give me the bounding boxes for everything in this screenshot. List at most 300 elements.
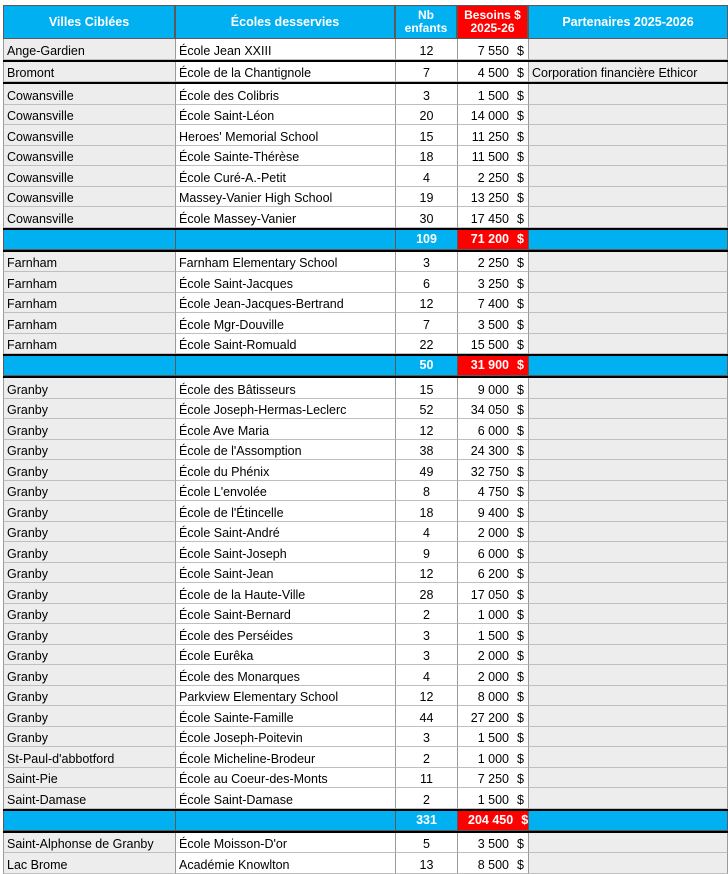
besoins-cell[interactable] — [457, 583, 528, 604]
besoins-amount: 8 500 — [477, 857, 509, 872]
table-row — [3, 334, 728, 355]
table-row — [3, 501, 728, 522]
ecole-cell[interactable]: École Massey-Vanier — [175, 207, 395, 228]
besoins-cell[interactable] — [457, 62, 528, 83]
table-row — [3, 419, 728, 440]
ecole-cell[interactable]: École de la Chantignole — [175, 62, 395, 83]
partenaire-cell[interactable] — [528, 460, 728, 481]
currency-symbol: $ — [517, 628, 524, 643]
ville-cell[interactable]: Saint-Damase — [3, 788, 175, 809]
besoins-cell[interactable] — [457, 833, 528, 854]
nb-enfants-cell[interactable]: 49 — [395, 460, 457, 481]
partenaire-cell[interactable] — [528, 39, 728, 60]
partenaire-cell[interactable] — [528, 146, 728, 167]
ecole-cell[interactable]: Heroes' Memorial School — [175, 125, 395, 146]
subtotal-besoins-cell[interactable] — [457, 230, 528, 250]
partenaire-cell[interactable] — [528, 768, 728, 789]
besoins-amount: 1 000 — [477, 608, 509, 622]
currency-symbol: $ — [517, 88, 524, 103]
ecole-cell[interactable]: École des Monarques — [175, 665, 395, 686]
nb-enfants-cell[interactable]: 12 — [395, 419, 457, 440]
besoins-cell[interactable] — [457, 166, 528, 187]
besoins-amount: 9 000 — [477, 382, 509, 397]
nb-enfants-cell[interactable]: 5 — [395, 833, 457, 854]
besoins-amount: 8 000 — [477, 690, 509, 704]
subtotal-besoins-cell[interactable] — [457, 356, 528, 376]
table-row — [3, 563, 728, 584]
table-row — [3, 440, 728, 461]
table-row — [3, 788, 728, 809]
partenaire-cell[interactable] — [528, 686, 728, 707]
ville-cell[interactable]: Granby — [3, 624, 175, 645]
currency-symbol: $ — [517, 129, 524, 144]
besoins-cell[interactable] — [457, 252, 528, 273]
nb-enfants-cell[interactable]: 52 — [395, 399, 457, 420]
partenaire-cell[interactable] — [528, 665, 728, 686]
header-ecoles[interactable]: Écoles desservies — [175, 5, 395, 39]
nb-enfants-cell[interactable]: 11 — [395, 768, 457, 789]
besoins-cell[interactable] — [457, 645, 528, 666]
partenaire-cell[interactable] — [528, 399, 728, 420]
besoins-cell[interactable] — [457, 187, 528, 208]
nb-enfants-cell[interactable]: 3 — [395, 84, 457, 105]
ecole-cell[interactable]: École des Perséides — [175, 624, 395, 645]
currency-symbol: $ — [517, 857, 524, 872]
partenaire-cell[interactable] — [528, 563, 728, 584]
ville-cell[interactable]: Granby — [3, 686, 175, 707]
ville-cell[interactable]: Cowansville — [3, 207, 175, 228]
besoins-amount: 32 750 — [470, 464, 509, 479]
subtotal-partenaire-cell[interactable] — [528, 811, 728, 831]
currency-symbol: $ — [517, 317, 524, 332]
nb-enfants-cell[interactable]: 2 — [395, 747, 457, 768]
subtotal-ville-cell[interactable] — [3, 230, 175, 250]
ville-cell[interactable]: Granby — [3, 399, 175, 420]
ville-cell[interactable]: Farnham — [3, 334, 175, 355]
ecole-cell[interactable]: Farnham Elementary School — [175, 252, 395, 273]
besoins-cell[interactable] — [457, 501, 528, 522]
ville-cell[interactable]: Lac Brome — [3, 853, 175, 874]
spreadsheet-table — [3, 5, 728, 874]
subtotal-nb-cell[interactable]: 331 — [395, 811, 457, 831]
besoins-cell[interactable] — [457, 334, 528, 355]
nb-enfants-cell[interactable]: 12 — [395, 39, 457, 60]
subtotal-besoins-amount: 71 200 — [470, 231, 509, 246]
besoins-amount: 6 000 — [477, 546, 509, 561]
besoins-amount: 3 500 — [477, 317, 509, 332]
table-row — [3, 481, 728, 502]
ville-cell[interactable]: Granby — [3, 419, 175, 440]
currency-symbol: $ — [517, 211, 524, 226]
ecole-cell[interactable]: École des Colibris — [175, 84, 395, 105]
ville-cell[interactable]: Cowansville — [3, 105, 175, 126]
besoins-amount: 17 050 — [470, 587, 509, 602]
partenaire-cell[interactable] — [528, 706, 728, 727]
partenaire-cell[interactable] — [528, 522, 728, 543]
nb-enfants-cell[interactable]: 3 — [395, 624, 457, 645]
ecole-cell[interactable]: École Saint-Jacques — [175, 272, 395, 293]
ville-cell[interactable]: Granby — [3, 604, 175, 625]
partenaire-cell[interactable] — [528, 747, 728, 768]
partenaire-cell[interactable] — [528, 252, 728, 273]
ecole-cell[interactable]: École Saint-Joseph — [175, 542, 395, 563]
nb-enfants-cell[interactable]: 4 — [395, 665, 457, 686]
besoins-amount: 24 300 — [470, 444, 509, 458]
ecole-cell[interactable]: École Joseph-Hermas-Leclerc — [175, 399, 395, 420]
ecole-cell[interactable]: École de l'Assomption — [175, 440, 395, 461]
ville-cell[interactable]: Cowansville — [3, 146, 175, 167]
partenaire-cell[interactable] — [528, 481, 728, 502]
partenaire-cell[interactable] — [528, 542, 728, 563]
besoins-cell[interactable] — [457, 440, 528, 461]
header-nb-line2: enfants — [404, 21, 448, 35]
table-row — [3, 604, 728, 625]
table-row — [3, 460, 728, 481]
table-row — [3, 146, 728, 167]
table-row — [3, 125, 728, 146]
nb-enfants-cell[interactable]: 20 — [395, 105, 457, 126]
besoins-cell[interactable] — [457, 788, 528, 809]
currency-symbol: $ — [517, 403, 524, 417]
partenaire-cell[interactable] — [528, 604, 728, 625]
partenaire-cell[interactable] — [528, 313, 728, 334]
table-row — [3, 166, 728, 187]
besoins-cell[interactable] — [457, 146, 528, 167]
subtotal-nb-cell[interactable]: 50 — [395, 356, 457, 376]
ville-cell[interactable]: Saint-Pie — [3, 768, 175, 789]
subtotal-ecole-cell[interactable] — [175, 230, 395, 250]
ecole-cell[interactable]: École L'envolée — [175, 481, 395, 502]
ville-cell[interactable]: Granby — [3, 378, 175, 399]
subtotal-ville-cell[interactable] — [3, 811, 175, 831]
partenaire-cell[interactable] — [528, 334, 728, 355]
besoins-amount: 7 400 — [477, 297, 509, 311]
ville-cell[interactable]: Cowansville — [3, 84, 175, 105]
nb-enfants-cell[interactable]: 18 — [395, 146, 457, 167]
ecole-cell[interactable]: École de l'Étincelle — [175, 501, 395, 522]
ecole-cell[interactable]: École Saint-Romuald — [175, 334, 395, 355]
currency-symbol: $ — [517, 358, 524, 372]
currency-symbol: $ — [517, 170, 524, 185]
currency-symbol: $ — [517, 191, 524, 205]
header-besoins[interactable] — [457, 5, 528, 39]
partenaire-cell[interactable] — [528, 440, 728, 461]
ville-cell[interactable]: Bromont — [3, 62, 175, 83]
ecole-cell[interactable]: École Sainte-Thérèse — [175, 146, 395, 167]
subtotal-besoins-amount: 31 900 — [470, 358, 509, 372]
besoins-cell[interactable] — [457, 686, 528, 707]
partenaire-cell[interactable] — [528, 853, 728, 874]
ecole-cell[interactable]: École Saint-Léon — [175, 105, 395, 126]
currency-symbol: $ — [517, 256, 524, 270]
table-row — [3, 522, 728, 543]
besoins-cell[interactable] — [457, 419, 528, 440]
besoins-cell[interactable] — [457, 125, 528, 146]
besoins-cell[interactable] — [457, 604, 528, 625]
subtotal-besoins-amount: 204 450 — [468, 812, 514, 827]
ecole-cell[interactable]: École Sainte-Famille — [175, 706, 395, 727]
table-row — [3, 542, 728, 563]
table-row — [3, 187, 728, 208]
ville-cell[interactable]: Granby — [3, 563, 175, 584]
ville-cell[interactable]: Granby — [3, 522, 175, 543]
ville-cell[interactable]: Granby — [3, 501, 175, 522]
partenaire-cell[interactable] — [528, 125, 728, 146]
besoins-amount: 1 500 — [477, 88, 509, 103]
nb-enfants-cell[interactable]: 3 — [395, 252, 457, 273]
partenaire-cell[interactable]: Corporation financière Ethicor — [528, 62, 728, 83]
currency-symbol: $ — [517, 276, 524, 291]
ville-cell[interactable]: Farnham — [3, 272, 175, 293]
table-row — [3, 706, 728, 727]
currency-symbol: $ — [517, 382, 524, 397]
ville-cell[interactable]: Granby — [3, 645, 175, 666]
besoins-amount: 11 500 — [471, 150, 509, 164]
besoins-cell[interactable] — [457, 293, 528, 314]
ecole-cell[interactable]: École Saint-Jean — [175, 563, 395, 584]
besoins-cell[interactable] — [457, 522, 528, 543]
besoins-cell[interactable] — [457, 665, 528, 686]
ville-cell[interactable]: Cowansville — [3, 166, 175, 187]
nb-enfants-cell[interactable]: 3 — [395, 645, 457, 666]
partenaire-cell[interactable] — [528, 419, 728, 440]
ecole-cell[interactable]: École Mgr-Douville — [175, 313, 395, 334]
currency-symbol: $ — [517, 710, 524, 725]
table-row — [3, 39, 728, 60]
besoins-amount: 7 550 — [477, 43, 509, 58]
ecole-cell[interactable]: Massey-Vanier High School — [175, 187, 395, 208]
besoins-cell[interactable] — [457, 624, 528, 645]
currency-symbol: $ — [517, 546, 524, 561]
partenaire-cell[interactable] — [528, 105, 728, 126]
ville-cell[interactable]: Granby — [3, 460, 175, 481]
table-row — [3, 768, 728, 789]
besoins-amount: 2 000 — [477, 669, 509, 684]
besoins-cell[interactable] — [457, 853, 528, 874]
table-row — [3, 833, 728, 854]
besoins-cell[interactable] — [457, 747, 528, 768]
table-row — [3, 727, 728, 748]
nb-enfants-cell[interactable]: 6 — [395, 272, 457, 293]
nb-enfants-cell[interactable]: 9 — [395, 542, 457, 563]
currency-symbol: $ — [517, 485, 524, 499]
besoins-cell[interactable] — [457, 706, 528, 727]
partenaire-cell[interactable] — [528, 501, 728, 522]
ville-cell[interactable]: St-Paul-d'abbotford — [3, 747, 175, 768]
currency-symbol: $ — [517, 231, 524, 246]
nb-enfants-cell[interactable]: 4 — [395, 522, 457, 543]
besoins-cell[interactable] — [457, 378, 528, 399]
table-row — [3, 207, 728, 228]
currency-symbol: $ — [517, 731, 524, 745]
nb-enfants-cell[interactable]: 22 — [395, 334, 457, 355]
ecole-cell[interactable]: École Moisson-D'or — [175, 833, 395, 854]
ville-cell[interactable]: Granby — [3, 727, 175, 748]
besoins-cell[interactable] — [457, 207, 528, 228]
ecole-cell[interactable]: École Saint-André — [175, 522, 395, 543]
nb-enfants-cell[interactable]: 44 — [395, 706, 457, 727]
nb-enfants-cell[interactable]: 2 — [395, 604, 457, 625]
besoins-cell[interactable] — [457, 768, 528, 789]
besoins-amount: 2 000 — [477, 526, 509, 540]
nb-enfants-cell[interactable]: 12 — [395, 686, 457, 707]
table-body — [3, 39, 728, 874]
ville-cell[interactable]: Granby — [3, 665, 175, 686]
ecole-cell[interactable]: École au Coeur-des-Monts — [175, 768, 395, 789]
nb-enfants-cell[interactable]: 8 — [395, 481, 457, 502]
nb-enfants-cell[interactable]: 7 — [395, 313, 457, 334]
table-row — [3, 747, 728, 768]
ecole-cell[interactable]: École du Phénix — [175, 460, 395, 481]
ecole-cell[interactable]: École Eurêka — [175, 645, 395, 666]
ville-cell[interactable]: Ange-Gardien — [3, 39, 175, 60]
nb-enfants-cell[interactable]: 3 — [395, 727, 457, 748]
nb-enfants-cell[interactable]: 4 — [395, 166, 457, 187]
ecole-cell[interactable]: École Micheline-Brodeur — [175, 747, 395, 768]
currency-symbol: $ — [517, 109, 524, 123]
partenaire-cell[interactable] — [528, 624, 728, 645]
besoins-amount: 34 050 — [470, 403, 509, 417]
currency-symbol: $ — [517, 792, 524, 807]
besoins-amount: 2 250 — [477, 170, 509, 185]
besoins-cell[interactable] — [457, 481, 528, 502]
ville-cell[interactable]: Cowansville — [3, 187, 175, 208]
partenaire-cell[interactable] — [528, 583, 728, 604]
besoins-cell[interactable] — [457, 105, 528, 126]
ville-cell[interactable]: Farnham — [3, 293, 175, 314]
ville-cell[interactable]: Saint-Alphonse de Granby — [3, 833, 175, 854]
ville-cell[interactable]: Granby — [3, 481, 175, 502]
ville-cell[interactable]: Granby — [3, 542, 175, 563]
partenaire-cell[interactable] — [528, 727, 728, 748]
nb-enfants-cell[interactable]: 28 — [395, 583, 457, 604]
besoins-amount: 27 200 — [470, 710, 509, 725]
subtotal-partenaire-cell[interactable] — [528, 230, 728, 250]
subtotal-ecole-cell[interactable] — [175, 356, 395, 376]
besoins-cell[interactable] — [457, 39, 528, 60]
besoins-amount: 4 750 — [477, 485, 509, 499]
besoins-cell[interactable] — [457, 542, 528, 563]
currency-symbol: $ — [517, 66, 524, 80]
ecole-cell[interactable]: École Curé-A.-Petit — [175, 166, 395, 187]
subtotal-nb-cell[interactable]: 109 — [395, 230, 457, 250]
nb-enfants-cell[interactable]: 19 — [395, 187, 457, 208]
besoins-cell[interactable] — [457, 84, 528, 105]
besoins-cell[interactable] — [457, 272, 528, 293]
partenaire-cell[interactable] — [528, 378, 728, 399]
currency-symbol: $ — [517, 772, 524, 786]
ecole-cell[interactable]: École Saint-Damase — [175, 788, 395, 809]
ecole-cell[interactable]: École Saint-Bernard — [175, 604, 395, 625]
partenaire-cell[interactable] — [528, 645, 728, 666]
partenaire-cell[interactable] — [528, 293, 728, 314]
partenaire-cell[interactable] — [528, 833, 728, 854]
header-nb-enfants[interactable] — [395, 5, 457, 39]
table-row — [3, 105, 728, 126]
header-villes[interactable]: Villes Ciblées — [3, 5, 175, 39]
ecole-cell[interactable]: École Ave Maria — [175, 419, 395, 440]
partenaire-cell[interactable] — [528, 187, 728, 208]
ville-cell[interactable]: Farnham — [3, 252, 175, 273]
table-row — [3, 645, 728, 666]
besoins-amount: 1 500 — [477, 731, 509, 745]
subtotal-row — [3, 809, 728, 833]
besoins-cell[interactable] — [457, 313, 528, 334]
ecole-cell[interactable]: Parkview Elementary School — [175, 686, 395, 707]
besoins-amount: 14 000 — [470, 109, 509, 123]
nb-enfants-cell[interactable]: 15 — [395, 125, 457, 146]
besoins-cell[interactable] — [457, 460, 528, 481]
ville-cell[interactable]: Cowansville — [3, 125, 175, 146]
header-besoins-line2: 2025-26 — [470, 21, 515, 35]
nb-enfants-cell[interactable]: 2 — [395, 788, 457, 809]
besoins-amount: 3 500 — [477, 837, 509, 851]
ecole-cell[interactable]: École Jean XXIII — [175, 39, 395, 60]
partenaire-cell[interactable] — [528, 788, 728, 809]
ville-cell[interactable]: Granby — [3, 706, 175, 727]
ville-cell[interactable]: Farnham — [3, 313, 175, 334]
currency-symbol: $ — [517, 338, 524, 352]
ville-cell[interactable]: Granby — [3, 583, 175, 604]
nb-enfants-cell[interactable]: 38 — [395, 440, 457, 461]
nb-enfants-cell[interactable]: 18 — [395, 501, 457, 522]
besoins-amount: 4 500 — [477, 66, 509, 80]
table-row — [3, 665, 728, 686]
subtotal-ecole-cell[interactable] — [175, 811, 395, 831]
table-row — [3, 624, 728, 645]
besoins-cell[interactable] — [457, 399, 528, 420]
currency-symbol: $ — [517, 464, 524, 479]
partenaire-cell[interactable] — [528, 272, 728, 293]
nb-enfants-cell[interactable]: 30 — [395, 207, 457, 228]
ecole-cell[interactable]: Académie Knowlton — [175, 853, 395, 874]
nb-enfants-cell[interactable]: 12 — [395, 563, 457, 584]
besoins-amount: 2 250 — [477, 256, 509, 270]
partenaire-cell[interactable] — [528, 166, 728, 187]
table-row — [3, 82, 728, 105]
besoins-cell[interactable] — [457, 563, 528, 584]
ecole-cell[interactable]: École Jean-Jacques-Bertrand — [175, 293, 395, 314]
partenaire-cell[interactable] — [528, 84, 728, 105]
currency-symbol: $ — [517, 150, 524, 164]
subtotal-besoins-cell[interactable] — [457, 811, 528, 831]
besoins-amount: 15 500 — [470, 338, 509, 352]
besoins-amount: 11 250 — [471, 129, 509, 144]
subtotal-partenaire-cell[interactable] — [528, 356, 728, 376]
subtotal-ville-cell[interactable] — [3, 356, 175, 376]
table-row — [3, 293, 728, 314]
nb-enfants-cell[interactable]: 7 — [395, 62, 457, 83]
ecole-cell[interactable]: École de la Haute-Ville — [175, 583, 395, 604]
table-row — [3, 853, 728, 874]
currency-symbol: $ — [517, 649, 524, 663]
currency-symbol: $ — [517, 505, 524, 520]
partenaire-cell[interactable] — [528, 207, 728, 228]
header-partenaires[interactable]: Partenaires 2025-2026 — [528, 5, 728, 39]
ecole-cell[interactable]: École des Bâtisseurs — [175, 378, 395, 399]
besoins-amount: 2 000 — [477, 649, 509, 663]
nb-enfants-cell[interactable]: 13 — [395, 853, 457, 874]
nb-enfants-cell[interactable]: 12 — [395, 293, 457, 314]
nb-enfants-cell[interactable]: 15 — [395, 378, 457, 399]
header-nb-line1: Nb — [418, 8, 434, 22]
ville-cell[interactable]: Granby — [3, 440, 175, 461]
besoins-cell[interactable] — [457, 727, 528, 748]
besoins-amount: 1 000 — [477, 751, 509, 766]
ecole-cell[interactable]: École Joseph-Poitevin — [175, 727, 395, 748]
currency-symbol: $ — [517, 587, 524, 602]
besoins-amount: 3 250 — [477, 276, 509, 291]
